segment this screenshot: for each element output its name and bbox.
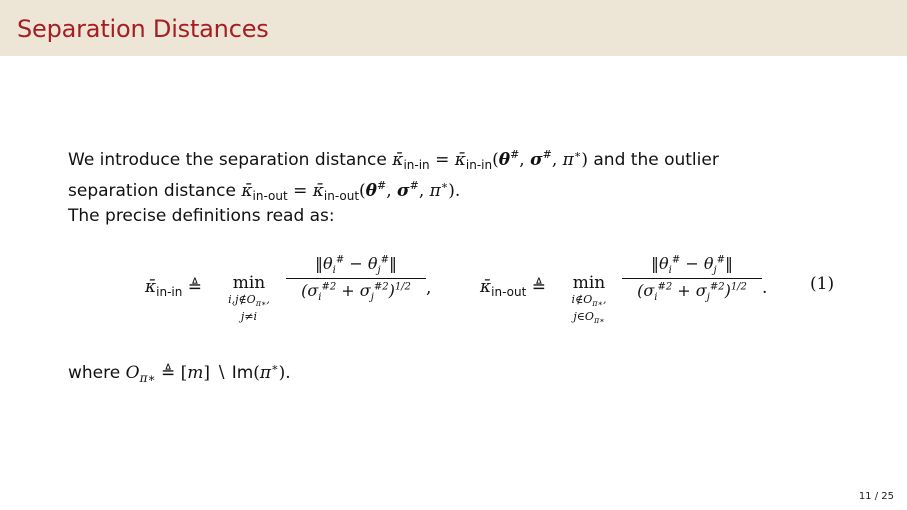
kappa-in-in-lhs: $\kappā_{in-in}$ ≜ — [145, 277, 203, 299]
kappa-in-out-def: $\kappā_{in-out}$ = $\kappā_{in-out}(\theta^{\#}$, σ#, π∗). — [241, 179, 461, 203]
body-line-2 — [68, 176, 460, 206]
line1-suffix: and the outlier — [593, 150, 719, 170]
title-bar — [0, 0, 907, 56]
where-line — [68, 358, 291, 388]
body-line-1 — [68, 145, 719, 175]
comma: , — [426, 278, 432, 298]
kappa-in-out-lhs: $\kappā_{in-out}$ ≜ — [480, 277, 546, 299]
fraction-in-out: $\frac{‖\theta_i^{\#} - \theta_j^{\#}‖}{(\sigma_i^{\#2} + \sigma_j^{\#2})^{1/2}}$ — [622, 254, 762, 303]
min-operator-in-out: min $i\notin O_{\pi∗}$, $j\in O_{\pi∗}$ — [571, 273, 607, 326]
page-number: 11 / 25 — [858, 491, 894, 502]
line2-prefix: separation distance — [68, 181, 236, 201]
line1-prefix: We introduce the separation distance — [68, 150, 387, 170]
fraction-in-in: $\frac{‖\theta_i^{\#} - \theta_j^{\#}‖}{(\sigma_i^{\#2} + \sigma_j^{\#2})^{1/2}}$ — [286, 254, 426, 303]
equation-1 — [0, 250, 907, 330]
where-prefix: where — [68, 363, 121, 383]
outlier-set-def: $O_{\pi∗}$ ≜ [m] ∖ Im(π∗). — [125, 361, 291, 385]
equation-number: (1) — [810, 274, 835, 294]
slide-title: Separation Distances — [17, 15, 269, 43]
kappa-in-in-def: $\kappā_{in-in}$ = $\kappā_{in-in}(\theta^{\#}$, σ#, π∗) — [392, 148, 588, 172]
period: . — [762, 278, 768, 298]
body-line-3: The precise definitions read as: — [68, 206, 335, 226]
min-operator-in-in: min $i,j\notin O_{\pi∗}$, j≠i — [228, 273, 270, 324]
